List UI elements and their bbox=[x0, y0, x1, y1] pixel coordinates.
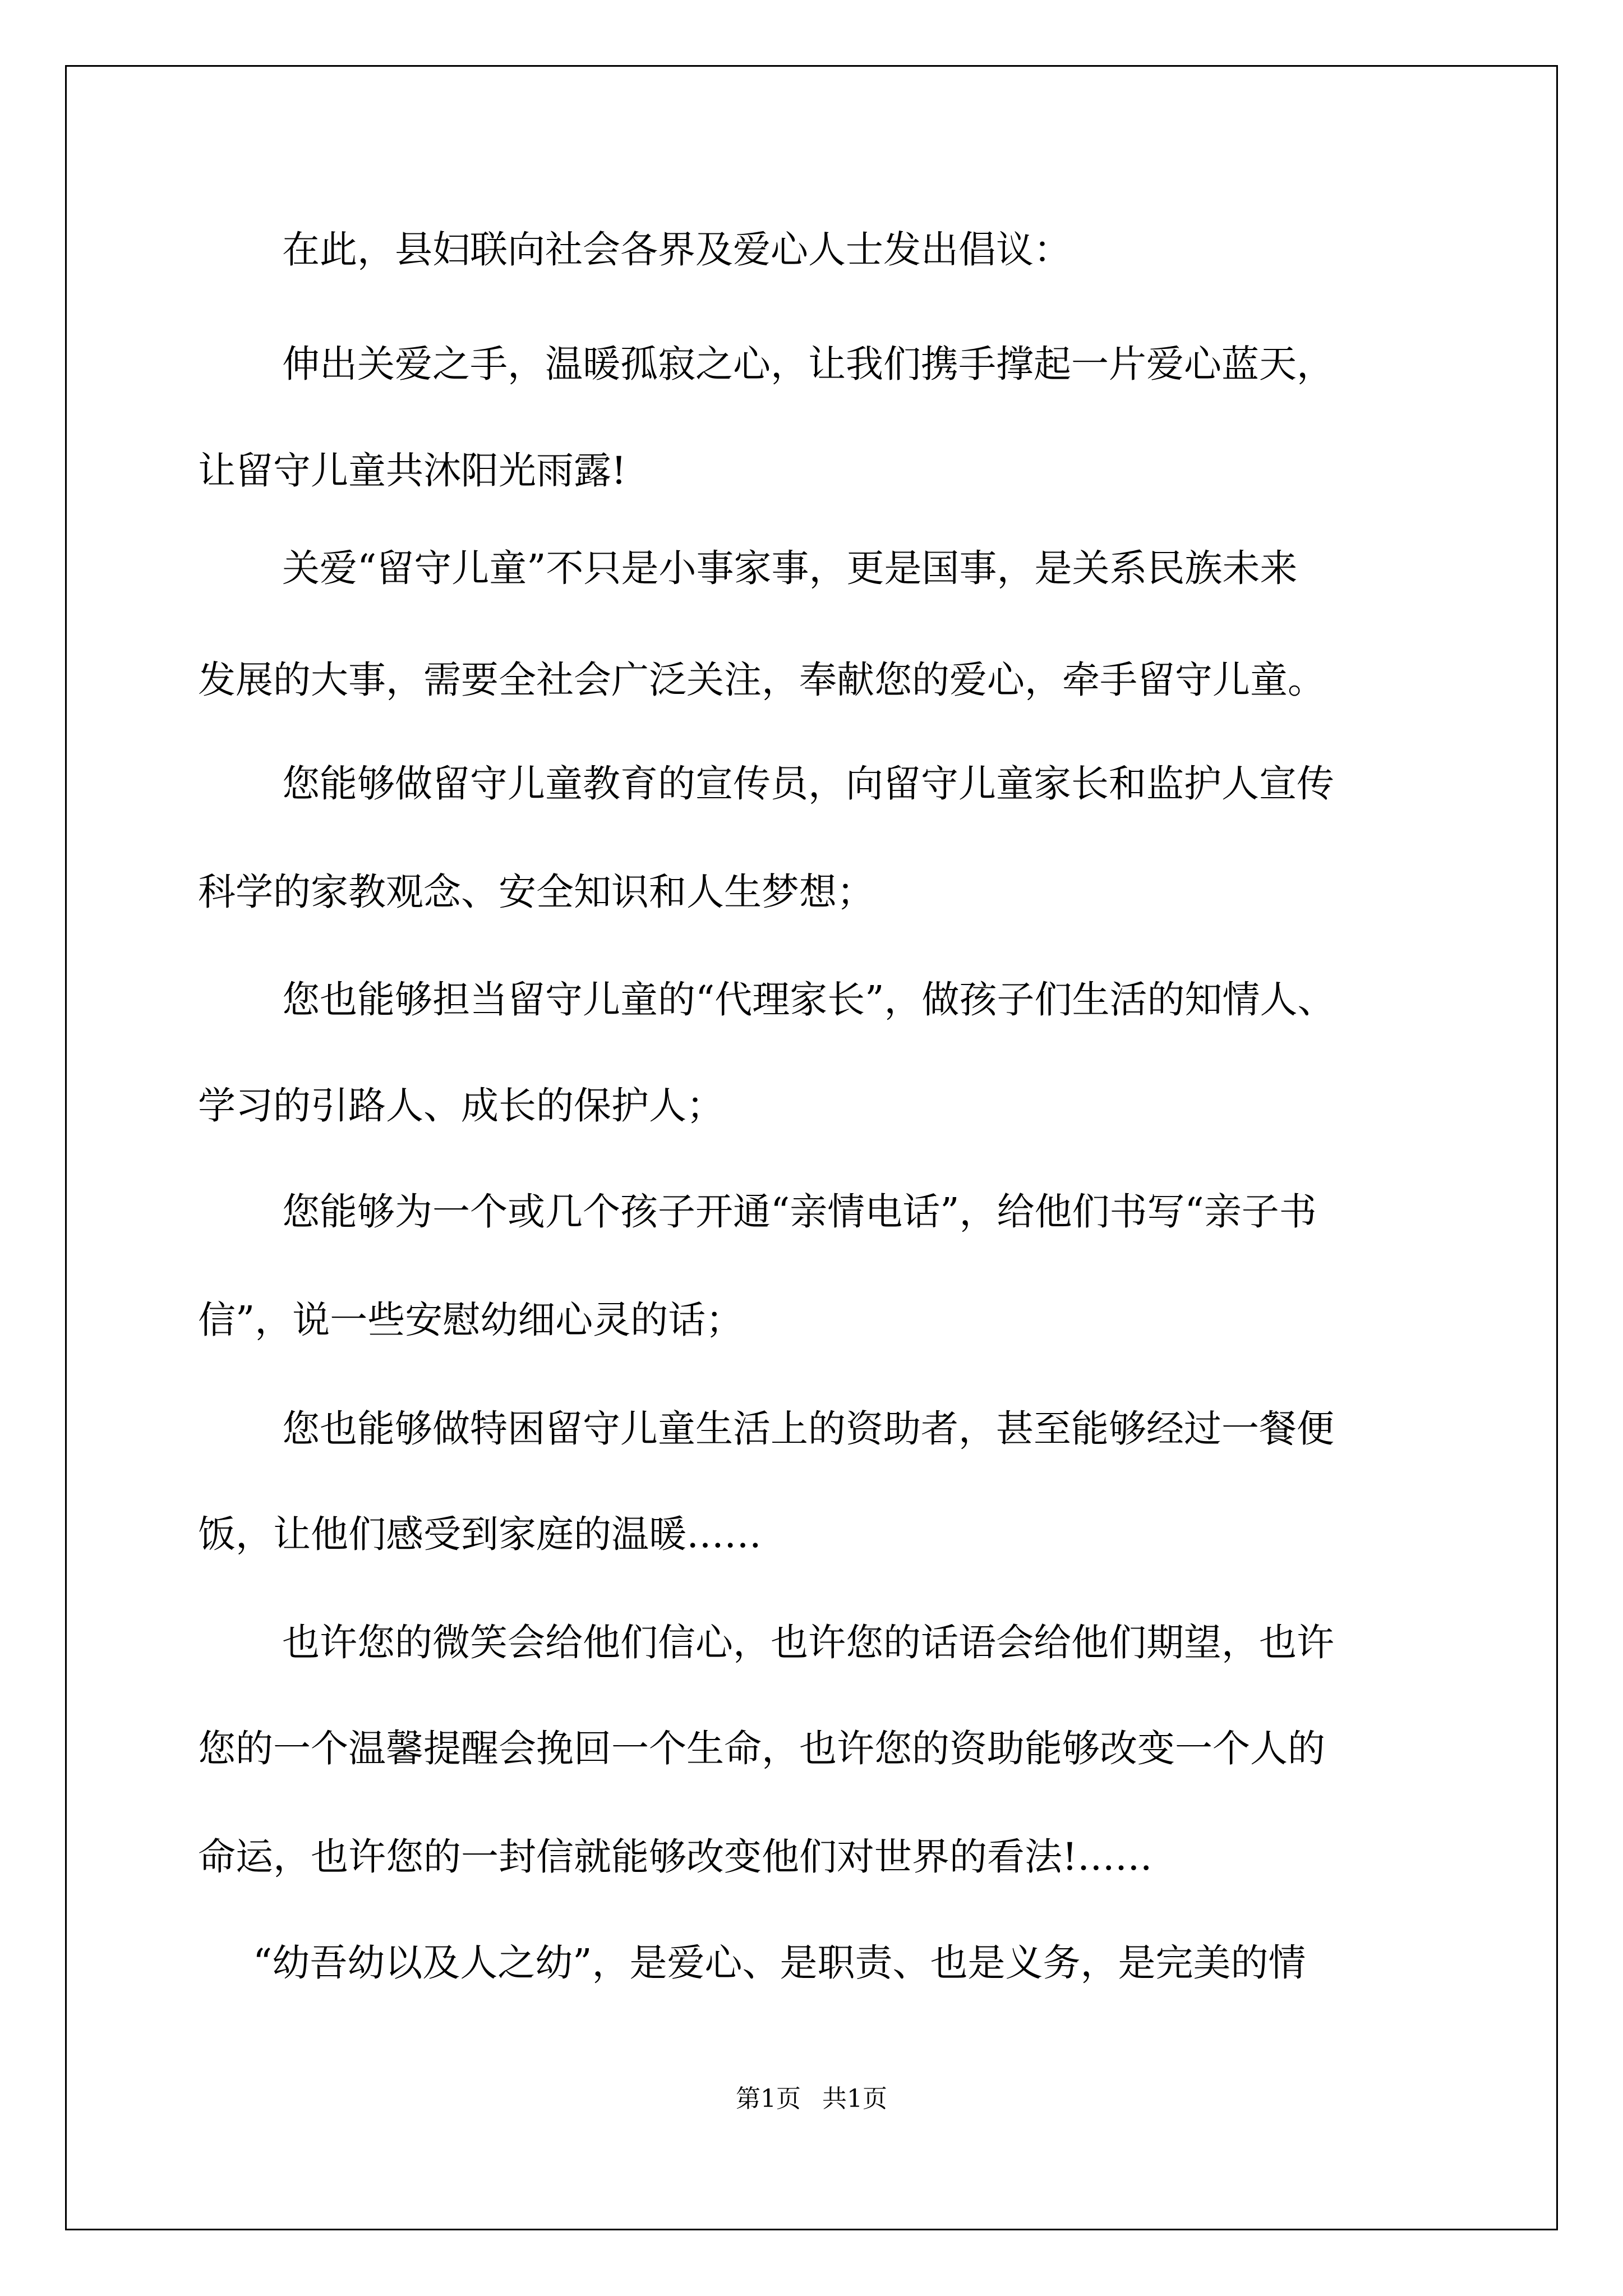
text-line: 您能够做留守儿童教育的宣传员，向留守儿童家长和监护人宣传 bbox=[282, 762, 1334, 806]
text-line: 让留守儿童共沐阳光雨露! bbox=[198, 449, 626, 493]
text-line: 信”，说一些安慰幼细心灵的话； bbox=[198, 1298, 744, 1342]
text-line: 伸出关爱之手，温暖孤寂之心，让我们携手撑起一片爱心蓝天， bbox=[282, 342, 1334, 386]
page-total: 共1页 bbox=[822, 2085, 887, 2113]
text-line: 饭，让他们感受到家庭的温暖…… bbox=[198, 1512, 762, 1556]
text-line: 科学的家教观念、安全知识和人生梦想； bbox=[198, 870, 874, 914]
text-line: 您也能够担当留守儿童的“代理家长”，做孩子们生活的知情人、 bbox=[282, 978, 1335, 1022]
text-line: “幼吾幼以及人之幼”，是爱心、是职责、也是义务，是完美的情 bbox=[253, 1941, 1306, 1985]
text-line: 发展的大事，需要全社会广泛关注，奉献您的爱心，牵手留守儿童。 bbox=[198, 658, 1325, 702]
text-line: 在此，县妇联向社会各界及爱心人士发出倡议： bbox=[282, 228, 1071, 272]
text-line: 也许您的微笑会给他们信心，也许您的话语会给他们期望，也许 bbox=[282, 1621, 1334, 1664]
text-line: 您的一个温馨提醒会挽回一个生命，也许您的资助能够改变一个人的 bbox=[198, 1727, 1325, 1770]
text-line: 命运，也许您的一封信就能够改变他们对世界的看法!…… bbox=[198, 1835, 1152, 1879]
text-line: 学习的引路人、成长的保护人； bbox=[198, 1084, 724, 1128]
page-footer bbox=[0, 2082, 1623, 2116]
text-line: 您也能够做特困留守儿童生活上的资助者，甚至能够经过一餐便 bbox=[282, 1407, 1334, 1451]
page-number: 第1页 bbox=[736, 2085, 801, 2113]
page-border bbox=[65, 65, 1558, 2230]
text-line: 您能够为一个或几个孩子开通“亲情电话”，给他们书写“亲子书 bbox=[282, 1190, 1317, 1234]
text-line: 关爱“留守儿童”不只是小事家事，更是国事，是关系民族未来 bbox=[282, 546, 1298, 590]
